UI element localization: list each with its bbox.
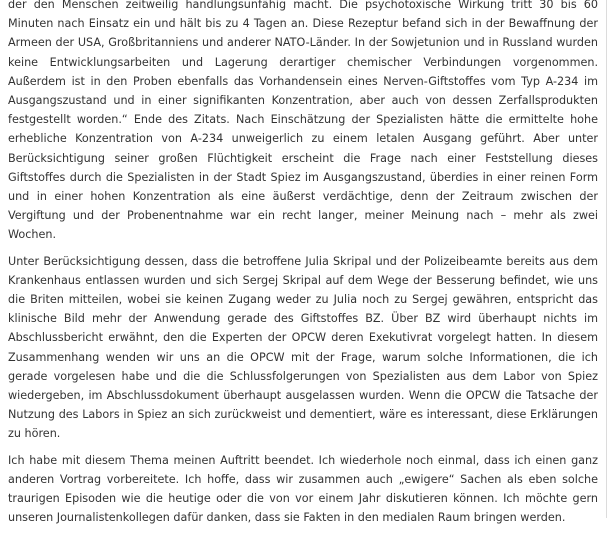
article-paragraph-3: Ich habe mit diesem Thema meinen Auftritt beendet. Ich wiederhole noch einmal, dass ich einen ganz anderen Vortrag vorbereitete. Ich hoffe, dass wir zusammen auch „ewigere“ Sachen als eben solche traurigen Episoden wie die heutige oder die von vor einem Jahr diskutieren können. Ich möchte gern unseren Journalistenkollegen dafür danken, dass sie Fakten in den medialen Raum bringen werden. xyxy=(8,453,598,525)
article-paragraph-2: Unter Berücksichtigung dessen, dass die betroffene Julia Skripal und der Polizeibeamte bereits aus dem Krankenhaus entlassen wurden und sich Sergej Skripal auf dem Wege der Besserung befindet, wie uns die Briten mitteilen, wobei sie keinen Zugang weder zu Julia noch zu Sergej gewähren, entspricht das klinische Bild mehr der Anwendung gerade des Giftstoffes BZ. Über BZ wird überhaupt nichts im Abschlussbericht erwähnt, den die Experten der OPCW deren Exekutivrat vorgelegt hatten. In diesem Zusammenhang wenden wir uns an die OPCW mit der Frage, warum solche Informationen, die ich gerade vorgelesen habe und die die Schlussfolgerungen von Spezialisten aus dem Labor von Spiez wiedergeben, im Abschlussdokument überhaupt ausgelassen wurden. Wenn die OPCW die Tatsache der Nutzung des Labors in Spiez an sich zurückweist und dementiert, wäre es interessant, diese Erklärungen zu hören. xyxy=(8,254,598,441)
article-body xyxy=(8,0,598,534)
content-divider xyxy=(606,0,607,518)
article-paragraph-1: der den Menschen zeitweilig handlungsunfähig macht. Die psychotoxische Wirkung tritt 30 bis 60 Minuten nach Einsatz ein und hält bis zu 4 Tagen an. Diese Rezeptur befand sich in der Bewaffnung der Armeen der USA, Großbritanniens und anderer NATO-Länder. In der Sowjetunion und in Russland wurden keine Entwicklungsarbeiten und Lagerung derartiger chemischer Verbindungen vorgenommen. Außerdem ist in den Proben ebenfalls das Vorhandensein eines Nerven-Giftstoffes vom Typ A-234 im Ausgangszustand und in einer signifikanten Konzentration, aber auch von dessen Zerfallsprodukten festgestellt worden.“ Ende des Zitats. Nach Einschätzung der Spezialisten hätte die ermittelte hohe erhebliche Konzentration von A-234 unweigerlich zu einem letalen Ausgang geführt. Aber unter Berücksichtigung seiner großen Flüchtigkeit erscheint die Frage nach einer Feststellung dieses Giftstoffes durch die Spezialisten in der Stadt Spiez im Ausgangszustand, überdies in einer reinen Form und in einer hohen Konzentration als eine äußerst verdächtige, denn der Zeitraum zwischen der Vergiftung und der Probenentnahme war ein recht langer, meiner Meinung nach – mehr als zwei Wochen. xyxy=(8,0,598,242)
